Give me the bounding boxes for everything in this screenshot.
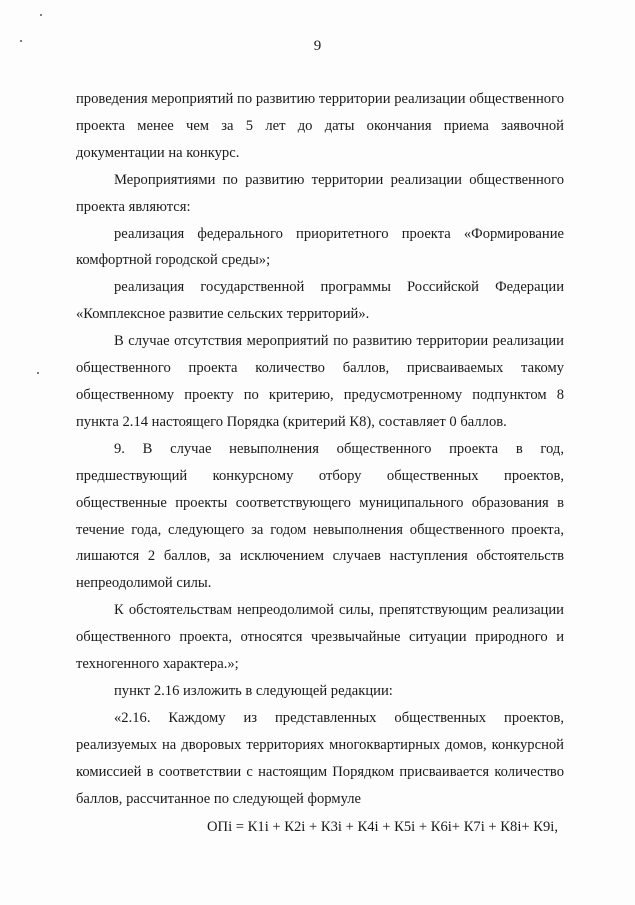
paragraph: Мероприятиями по развитию территории реализации общественного проекта являются: (76, 171, 564, 215)
document-body (76, 86, 564, 841)
paragraph: 9. В случае невыполнения общественного проекта в год, предшествующий конкурсному отбору общественных проектов, общественные проекты соответствующего муниципального образования в течение года, следующего за годом невыполнения общественного проекта, лишаются 2 баллов, за исключением случаев наступления обстоятельств непреодолимой силы. (76, 440, 564, 592)
formula: ОПi = К1i + К2i + К3i + К4i + К5i + К6i+ К7i + К8i+ К9i, (207, 819, 558, 836)
paragraph: реализация государственной программы Российской Федерации «Комплексное развитие сельских территорий». (76, 279, 564, 323)
paragraph: проведения мероприятий по развитию территории реализации общественного проекта менее чем за 5 лет до даты окончания приема заявочной документации на конкурс. (76, 91, 564, 161)
paragraph: пункт 2.16 изложить в следующей редакции: (114, 682, 393, 699)
scan-speck (37, 372, 39, 374)
paragraph: К обстоятельствам непреодолимой силы, препятствующим реализации общественного проекта, относятся чрезвычайные ситуации природного и техногенного характера.»; (76, 602, 564, 673)
paragraph: реализация федерального приоритетного проекта «Формирование комфортной городской среды»; (76, 225, 564, 269)
scan-speck (40, 14, 42, 16)
page-number: 9 (313, 38, 322, 54)
paragraph: В случае отсутствия мероприятий по развитию территории реализации общественного проекта количество баллов, присваиваемых такому общественному проекту по критерию, предусмотренному подпунктом 8 пункта 2.14 настоящего Порядка (критерий К8), составляет 0 баллов. (76, 333, 564, 430)
paragraph: «2.16. Каждому из представленных общественных проектов, реализуемых на дворовых территориях многоквартирных домов, конкурсной комиссией в соответствии с настоящим Порядком присваивается количество баллов, рассчитанное по следующей формуле (76, 709, 564, 807)
